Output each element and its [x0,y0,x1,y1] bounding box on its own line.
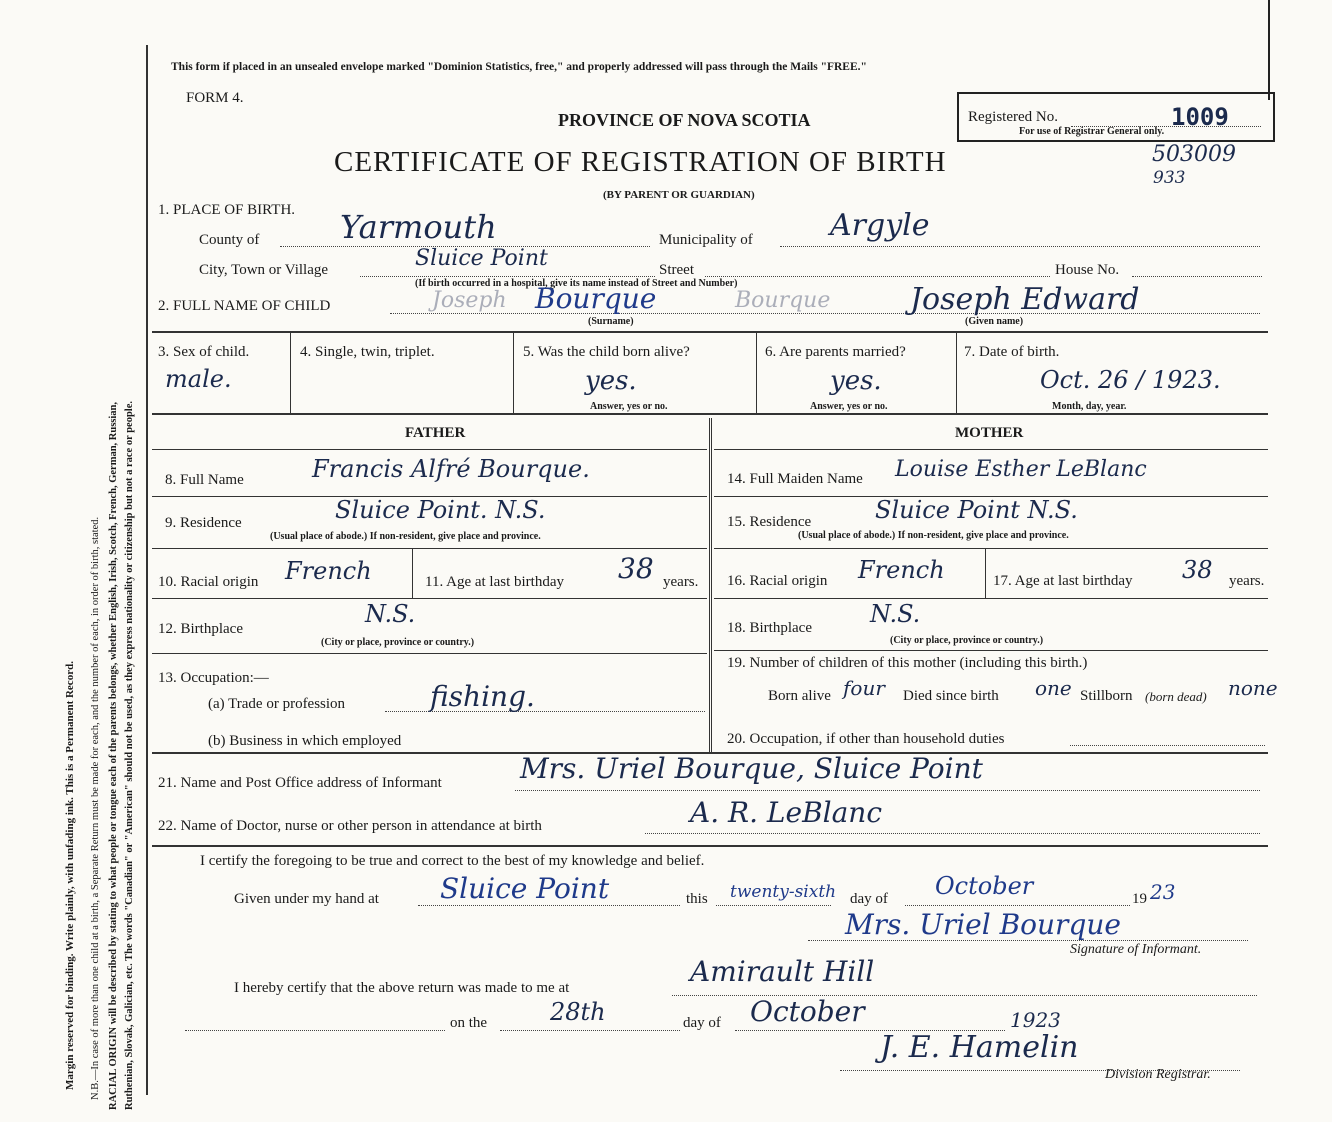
certify-statement: I certify the foregoing to be true and correct to the best of my knowledge and belief. [200,853,705,869]
reg-annotation-2: 933 [1153,168,1186,188]
registrar-place-value: Amirault Hill [690,955,875,988]
mother-age-label: 17. Age at last birthday [993,573,1133,589]
mother-race-value: French [858,556,945,584]
father-age-unit: years. [663,574,699,590]
margin-line-1: Margin reserved for binding. Write plainly, with unfading ink. This is a Permanent Record. [64,661,76,1090]
reg-note: For use of Registrar General only. [1019,126,1165,137]
certify-day-value: twenty-sixth [730,882,837,902]
born-alive-count-value: four [843,676,885,700]
sex-label: 3. Sex of child. [158,344,250,360]
given-under-hand-label: Given under my hand at [234,891,379,907]
single-twin-label: 4. Single, twin, triplet. [300,344,435,360]
province-title: PROVINCE OF NOVA SCOTIA [558,110,811,130]
birth-date-label: 7. Date of birth. [964,344,1060,360]
registrar-signature: J. E. Hamelin [880,1030,1079,1065]
father-age-value: 38 [618,552,654,585]
county-value: Yarmouth [340,208,497,246]
child-name-faint-2: Bourque [735,288,831,313]
county-label: County of [199,232,260,248]
certify-year-prefix: 19 [1132,891,1147,907]
margin-line-2: N.B.—In case of more than one child at a birth, a Separate Return must be made for each, and the number of each, in order of birth, stated. [90,516,101,1100]
registrar-day-of-label: day of [683,1015,721,1031]
father-trade-value: fishing. [430,680,535,713]
father-birthplace-value: N.S. [365,600,416,628]
stillborn-label: Stillborn [1080,688,1133,704]
margin-line-3: RACIAL ORIGIN will be described by stating to what people or tongue each of the parents belongs, whether English, Irish, Scotch, French, German, Russian, [108,401,119,1110]
registrar-on-label: on the [450,1015,488,1031]
this-label: this [686,891,708,907]
reg-annotation-1: 503009 [1152,142,1236,167]
stillborn-value: none [1228,676,1278,700]
registrar-year-value: 1923 [1010,1008,1061,1032]
city-value: Sluice Point [415,246,548,271]
mother-birthplace-label: 18. Birthplace [727,620,812,636]
house-label: House No. [1055,262,1120,278]
mother-race-label: 16. Racial origin [727,573,828,589]
informant-signature-caption: Signature of Informant. [1070,942,1202,957]
married-value: yes. [830,366,882,396]
municipality-value: Argyle [830,208,930,243]
given-caption: (Given name) [965,316,1024,327]
page-title: CERTIFICATE OF REGISTRATION OF BIRTH [334,146,947,178]
stillborn-note: (born dead) [1145,689,1207,704]
mother-occupation-label: 20. Occupation, if other than household duties [727,731,1005,747]
municipality-label: Municipality of [659,232,753,248]
children-count-label: 19. Number of children of this mother (including this birth.) [727,655,1088,671]
mother-residence-caption: (Usual place of abode.) If non-resident, give place and province. [798,530,1069,541]
doctor-label: 22. Name of Doctor, nurse or other person in attendance at birth [158,818,542,834]
registered-number-box [957,92,1275,142]
mother-residence-label: 15. Residence [727,514,812,530]
father-residence-label: 9. Residence [165,515,242,531]
birth-date-value: Oct. 26 / 1923. [1040,366,1221,394]
mother-age-value: 38 [1182,556,1213,584]
registrar-month-value: October [750,995,865,1028]
given-place-value: Sluice Point [440,872,610,905]
registrar-caption: Division Registrar. [1105,1067,1211,1082]
child-name-label: 2. FULL NAME OF CHILD [158,298,331,314]
place-label: 1. PLACE OF BIRTH. [158,202,296,218]
mother-name-label: 14. Full Maiden Name [727,471,863,487]
father-heading: FATHER [405,425,466,441]
child-surname: Bourque [535,282,657,315]
father-trade-label: (a) Trade or profession [208,696,346,712]
page-subtitle: (BY PARENT OR GUARDIAN) [603,189,755,201]
registrar-day-value: 28th [550,998,606,1026]
registrar-statement: I hereby certify that the above return was made to me at [234,980,570,996]
born-alive-label: 5. Was the child born alive? [523,344,690,360]
margin-line-4: Ruthenian, Slovak, Galician, etc. The words "Canadian" or "American" should not be used, as they express nationality or citizenship but not a race or people. [124,401,135,1110]
mail-notice: This form if placed in an unsealed envelope marked "Dominion Statistics, free," and properly addressed will pass through the Mails "FREE." [171,61,867,73]
born-alive-count-label: Born alive [768,688,831,704]
died-since-birth-value: one [1035,676,1072,700]
father-age-label: 11. Age at last birthday [425,574,564,590]
form-number: FORM 4. [186,90,244,106]
certify-month-value: October [935,872,1034,900]
informant-signature: Mrs. Uriel Bourque [845,908,1121,941]
married-label: 6. Are parents married? [765,344,906,360]
father-race-value: French [285,557,372,585]
father-name-value: Francis Alfré Bourque. [312,455,590,483]
child-given-names: Joseph Edward [910,282,1140,317]
informant-value: Mrs. Uriel Bourque, Sluice Point [520,752,983,785]
mother-heading: MOTHER [955,425,1024,441]
reg-number: 1009 [1171,103,1229,131]
born-alive-value: yes. [585,366,637,396]
married-caption: Answer, yes or no. [810,401,888,412]
father-name-label: 8. Full Name [165,472,244,488]
father-race-label: 10. Racial origin [158,574,259,590]
certify-day-of-label: day of [850,891,888,907]
father-birthplace-label: 12. Birthplace [158,621,243,637]
born-alive-caption: Answer, yes or no. [590,401,668,412]
mother-residence-value: Sluice Point N.S. [875,496,1078,524]
city-label: City, Town or Village [199,262,329,278]
informant-label: 21. Name and Post Office address of Informant [158,775,442,791]
doctor-value: A. R. LeBlanc [690,796,883,829]
certify-year-value: 23 [1150,880,1176,904]
father-residence-value: Sluice Point. N.S. [335,496,546,524]
child-name-faint-1: Joseph [432,288,507,313]
sex-value: male. [165,365,232,393]
reg-label: Registered No. [968,109,1058,125]
father-occupation-label: 13. Occupation:— [158,670,269,686]
street-label: Street [659,262,694,278]
father-birthplace-caption: (City or place, province or country.) [321,637,475,648]
mother-age-unit: years. [1229,573,1265,589]
birth-date-caption: Month, day, year. [1052,401,1127,412]
mother-birthplace-value: N.S. [870,600,921,628]
hospital-note: (If birth occurred in a hospital, give its name instead of Street and Number) [415,278,738,289]
father-residence-caption: (Usual place of abode.) If non-resident, give place and province. [270,531,541,542]
right-edge-mark [1268,0,1270,100]
father-business-label: (b) Business in which employed [208,733,402,749]
form-left-border [146,45,148,1095]
died-since-birth-label: Died since birth [903,688,999,704]
mother-birthplace-caption: (City or place, province or country.) [890,635,1044,646]
mother-name-value: Louise Esther LeBlanc [895,457,1147,482]
surname-caption: (Surname) [588,316,634,327]
